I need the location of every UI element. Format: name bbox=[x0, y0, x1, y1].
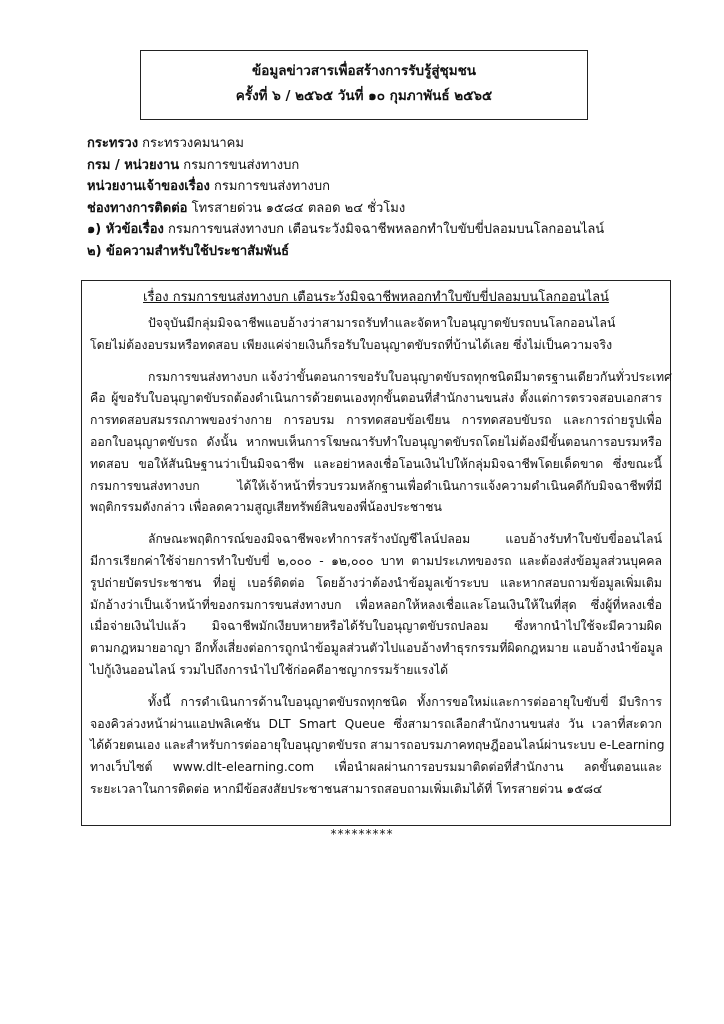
header-box bbox=[140, 50, 588, 120]
paragraph-line: ลักษณะพฤติการณ์ของมิจฉาชีพจะทำการสร้างบัญชีไลน์ปลอม แอบอ้างรับทำใบขับขี่ออนไลน์ bbox=[148, 532, 662, 547]
end-of-document-marker: ********* bbox=[330, 827, 394, 841]
paragraph-line: กรมการขนส่งทางบก ได้ให้เจ้าหน้าที่รวบรวมหลักฐานเพื่อดำเนินการแจ้งความดำเนินคดีกับมิจฉาชีพที่มี bbox=[90, 478, 662, 493]
meta-department-value: กรมการขนส่งทางบก bbox=[179, 157, 300, 173]
paragraph-line: ทดสอบ ขอให้สันนิษฐานว่าเป็นมิจฉาชีพ และอย่าหลงเชื่อโอนเงินไปให้กลุ่มมิจฉาชีพโดยเด็ดขาด ซึ่งขณะนี้ bbox=[90, 456, 662, 471]
meta-contact-label: ช่องทางการติดต่อ bbox=[87, 200, 188, 216]
paragraph-line: การทดสอบสมรรถภาพของร่างกาย การอบรม การทดสอบข้อเขียน การทดสอบขับรถ และการถ่ายรูปเพื่อ bbox=[90, 413, 662, 428]
paragraph-line: พฤติกรรมดังกล่าว เพื่อลดความสูญเสียทรัพย์สินของพี่น้องประชาชน bbox=[90, 500, 442, 515]
content-title: เรื่อง กรมการขนส่งทางบก เตือนระวังมิจฉาชีพหลอกทำใบขับขี่ปลอมบนโลกออนไลน์ bbox=[143, 290, 609, 305]
meta-owner-value: กรมการขนส่งทางบก bbox=[209, 179, 330, 194]
meta-contact-value: โทรสายด่วน ๑๕๘๔ ตลอด ๒๔ ชั่วโมง bbox=[187, 200, 406, 216]
paragraph-line: กรมการขนส่งทางบก แจ้งว่าขั้นตอนการขอรับใบอนุญาตขับรถทุกชนิดมีมาตรฐานเดียวกันทั่วประเทศ bbox=[148, 369, 672, 384]
meta-pr-label: ๒) ข้อความสำหรับใช้ประชาสัมพันธ์ bbox=[87, 243, 290, 259]
meta-ministry-value: กระทรวงคมนาคม bbox=[138, 136, 244, 151]
header-issue-date: ครั้งที่ ๖ / ๒๕๖๕ วันที่ ๑๐ กุมภาพันธ์ ๒๕๖๕ bbox=[235, 88, 493, 104]
paragraph-4 bbox=[90, 692, 665, 801]
content-box bbox=[81, 280, 671, 826]
paragraph-2 bbox=[90, 367, 672, 520]
paragraph-line: โดยไม่ต้องอบรมหรือทดสอบ เพียงแค่จ่ายเงินก็รอรับใบอนุญาตขับรถที่บ้านได้เลย ซึ่งไม่เป็นความจริง bbox=[90, 337, 613, 352]
meta-subject-value: กรมการขนส่งทางบก เตือนระวังมิจฉาชีพหลอกทำใบขับขี่ปลอมบนโลกออนไลน์ bbox=[163, 222, 605, 237]
paragraph-line: ปัจจุบันมีกลุ่มมิจฉาชีพแอบอ้างว่าสามารถรับทำและจัดหาใบอนุญาตขับรถบนโลกออนไลน์ bbox=[148, 316, 616, 330]
paragraph-line: เมื่อจ่ายเงินไปแล้ว มิจฉาชีพมักเงียบหายหรือได้รับใบอนุญาตขับรถปลอม ซึ่งหากนำไปใช้จะมีความผิด bbox=[90, 619, 662, 634]
meta-department bbox=[87, 155, 677, 177]
meta-owner bbox=[87, 176, 677, 198]
paragraph-line: ออกใบอนุญาตขับรถ ดังนั้น หากพบเห็นการโฆษณารับทำใบอนุญาตขับรถโดยไม่ต้องมีขั้นตอนการอบรมหรือ bbox=[90, 434, 662, 449]
header-title: ข้อมูลข่าวสารเพื่อสร้างการรับรู้สู่ชุมชน bbox=[251, 63, 477, 79]
paragraph-3 bbox=[90, 529, 662, 682]
meta-ministry bbox=[87, 133, 677, 155]
paragraph-line: ได้ด้วยตนเอง และสำหรับการต่ออายุใบอนุญาตขับรถ สามารถอบรมภาคทฤษฎีออนไลน์ผ่านระบบ e-Learning bbox=[90, 738, 665, 753]
paragraph-line: คือ ผู้ขอรับใบอนุญาตขับรถต้องดำเนินการด้วยตนเองทุกขั้นตอนที่สำนักงานขนส่ง ตั้งแต่การตรวจสอบเอกสาร bbox=[90, 391, 662, 406]
meta-owner-label: หน่วยงานเจ้าของเรื่อง bbox=[87, 179, 210, 194]
paragraph-line: ไปกู้เงินออนไลน์ รวมไปถึงการนำไปใช้ก่อคดีอาชญากรรมร้ายแรงได้ bbox=[90, 662, 449, 677]
meta-pr-heading bbox=[87, 241, 677, 263]
paragraph-1 bbox=[90, 313, 662, 357]
paragraph-line: จองคิวล่วงหน้าผ่านแอปพลิเคชัน DLT Smart Queue ซึ่งสามารถเลือกสำนักงานขนส่ง วัน เวลาที่สะดวก bbox=[90, 716, 662, 731]
paragraph-line: มักอ้างว่าเป็นเจ้าหน้าที่ของกรมการขนส่งทางบก เพื่อหลอกให้หลงเชื่อและโอนเงินให้ในที่สุด ซึ่งผู้ที่หลงเชื่อ bbox=[90, 597, 662, 612]
paragraph-line: ทางเว็บไซต์ www.dlt-elearning.com เพื่อนำผลผ่านการอบรมมาติดต่อที่สำนักงาน ลดขั้นตอนและ bbox=[90, 760, 662, 775]
paragraph-line: ทั้งนี้ การดำเนินการด้านใบอนุญาตขับรถทุกชนิด ทั้งการขอใหม่และการต่ออายุใบขับขี่ มีบริการ bbox=[148, 694, 662, 709]
meta-department-label: กรม / หน่วยงาน bbox=[87, 157, 180, 173]
paragraph-line: ระยะเวลาในการติดต่อ หากมีข้อสงสัยประชาชนสามารถสอบถามเพิ่มเติมได้ที่ โทรสายด่วน ๑๕๘๔ bbox=[90, 781, 603, 796]
paragraph-line: ตามกฎหมายอาญา อีกทั้งเสี่ยงต่อการถูกนำข้อมูลส่วนตัวไปแอบอ้างทำธุรกรรมที่ผิดกฎหมาย แอบอ้างนำข้อมูล bbox=[90, 641, 663, 656]
meta-ministry-label: กระทรวง bbox=[87, 136, 139, 151]
paragraph-line: รูปถ่ายบัตรประชาชน ที่อยู่ เบอร์ติดต่อ โดยอ้างว่าต้องนำข้อมูลเข้าระบบ และหากสอบถามข้อมูลเพิ่มเติม bbox=[90, 575, 662, 590]
meta-contact bbox=[87, 198, 677, 220]
paragraph-line: มีการเรียกค่าใช้จ่ายการทำใบขับขี่ ๒,๐๐๐ - ๑๒,๐๐๐ บาท ตามประเภทของรถ และต้องส่งข้อมูลส่วนบุคคล bbox=[90, 553, 662, 568]
meta-subject bbox=[87, 219, 677, 241]
meta-subject-label: ๑) หัวข้อเรื่อง bbox=[87, 222, 164, 237]
meta-section bbox=[87, 133, 677, 262]
